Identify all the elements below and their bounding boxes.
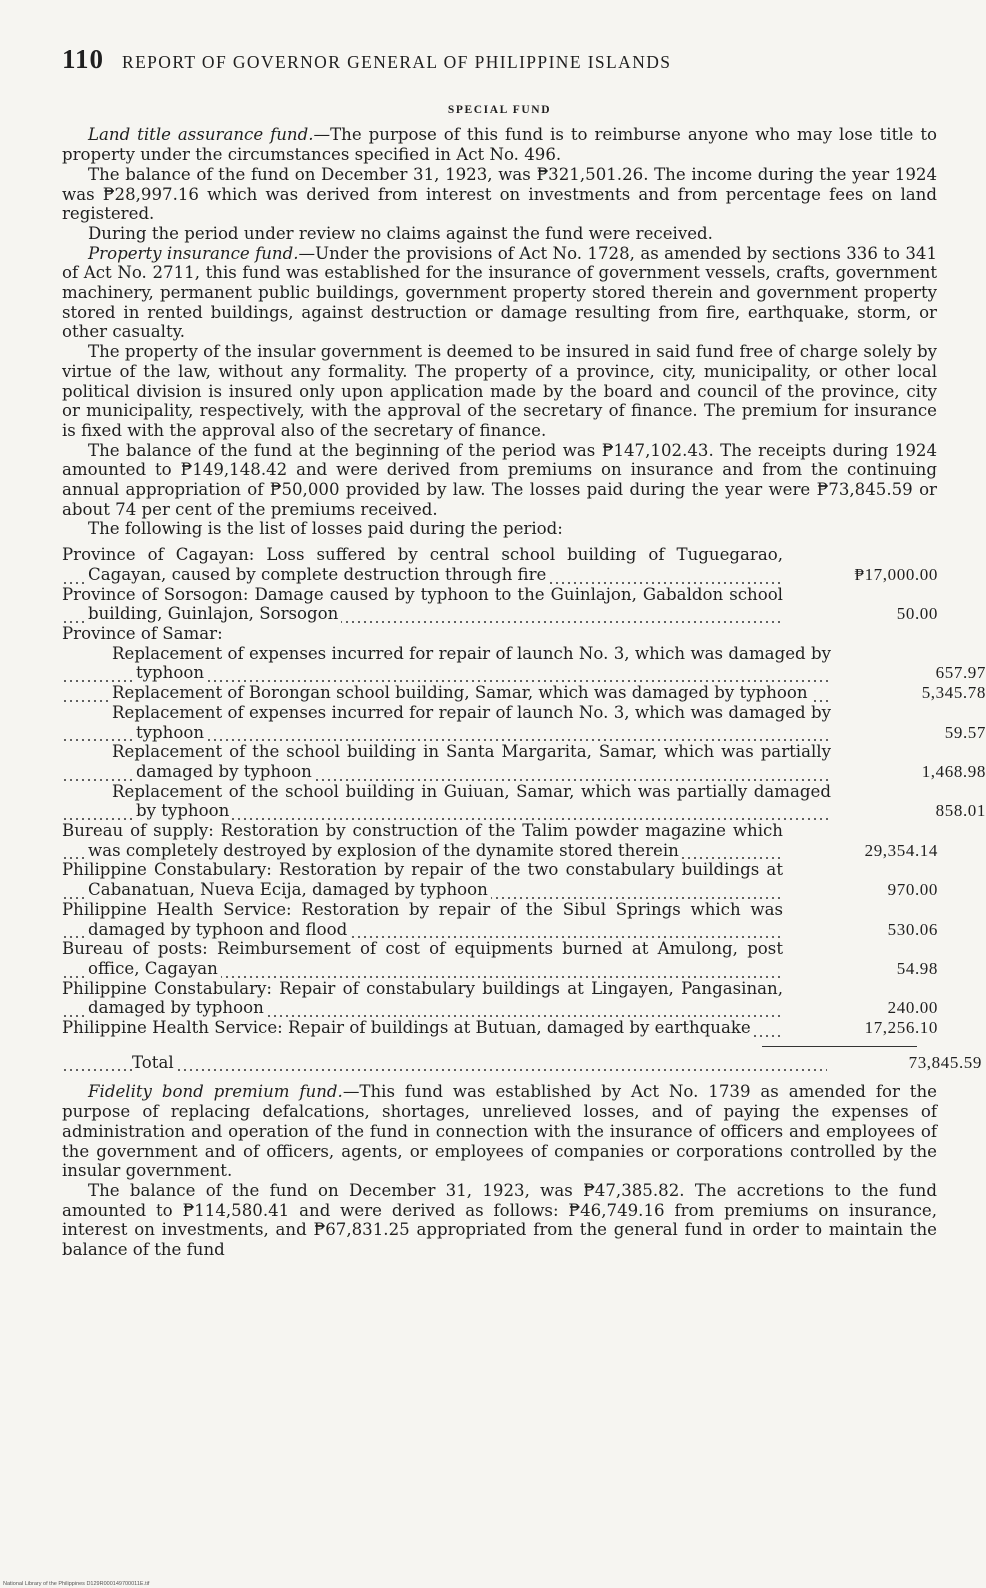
loss-row — [62, 979, 937, 1018]
loss-row — [62, 643, 986, 683]
loss-description: Province of Samar: — [62, 624, 226, 643]
loss-row — [62, 900, 937, 939]
loss-description: Province of Sorsogon: Damage caused by typhoon to the Guinlajon, Gabaldon school building, Guinlajon, Sorsogon — [62, 584, 783, 624]
land-title-balance-paragraph: The balance of the fund on December 31, 1923, was ₱321,501.26. The income during the year 1924 was ₱28,997.16 which was derived from interest on investments and from percentage fees on land registered. — [62, 164, 937, 224]
land-title-fund-name: Land title assurance fund. — [88, 125, 314, 145]
loss-amount: 657.97 — [935, 663, 986, 683]
loss-row — [62, 1018, 937, 1038]
loss-row — [62, 821, 937, 860]
section-title: SPECIAL FUND — [447, 103, 552, 116]
loss-amount: 530.06 — [887, 919, 938, 939]
property-insurance-balance-paragraph: The balance of the fund at the beginning of the period was ₱147,102.43. The receipts during 1924 amounted to ₱149,148.42 and were derived from premiums on insurance and from the continuing annual appropriation of ₱50,000 provided by law. The losses paid during the year were ₱73,845.59 or about 74 per cent of the premiums received. — [62, 440, 937, 519]
loss-description: Replacement of the school building in Santa Margarita, Samar, which was partially damaged by typhoon — [112, 742, 831, 781]
loss-description-cell — [62, 900, 783, 939]
total-rule — [762, 1046, 917, 1047]
fidelity-bond-paragraph — [62, 1082, 937, 1181]
loss-description: Bureau of posts: Reimbursement of cost of equipments burned at Amulong, post office, Cagayan — [62, 939, 783, 978]
total-label-cell — [62, 1053, 827, 1073]
loss-amount: 240.00 — [887, 998, 938, 1018]
running-head — [62, 44, 937, 74]
scan-footer-note: National Library of the Philippines D129R000149700011E.tif — [3, 1581, 150, 1587]
loss-amount: 29,354.14 — [864, 840, 938, 860]
loss-description: Philippine Health Service: Restoration by repair of the Sibul Springs which was damaged by typhoon and flood — [62, 899, 783, 939]
loss-amount: 5,345.78 — [921, 683, 986, 703]
page-number: 110 — [62, 44, 105, 74]
loss-description-cell — [62, 644, 831, 683]
loss-description-cell — [62, 585, 783, 624]
loss-description-cell — [62, 703, 831, 742]
loss-description-cell — [62, 860, 783, 899]
total-row — [62, 1052, 982, 1073]
land-title-paragraph — [62, 125, 937, 164]
loss-row — [62, 624, 937, 644]
loss-description-cell — [62, 939, 783, 978]
loss-row — [62, 860, 937, 899]
report-page — [62, 44, 986, 1260]
loss-amount: 54.98 — [896, 958, 938, 978]
loss-description: Philippine Health Service: Repair of buildings at Butuan, damaged by earthquake — [62, 1018, 754, 1037]
land-title-text: —The purpose of this fund is to reimburse anyone who may lose title to property under the circumstances specified in Act No. 496. — [62, 125, 937, 165]
loss-row — [62, 939, 937, 978]
loss-row — [62, 702, 986, 742]
loss-description: Philippine Constabulary: Restoration by repair of the two constabulary buildings at Cabanatuan, Nueva Ecija, damaged by typhoon — [62, 860, 783, 900]
loss-description: Philippine Constabulary: Repair of constabulary buildings at Lingayen, Pangasinan, damaged by typhoon — [62, 978, 783, 1018]
property-insurance-fund-name: Property insurance fund. — [88, 243, 299, 263]
loss-description-cell — [62, 1018, 783, 1038]
loss-description: Replacement of Borongan school building, Samar, which was damaged by typhoon — [112, 683, 811, 702]
loss-amount: 50.00 — [896, 604, 938, 624]
loss-row — [62, 683, 986, 703]
loss-description-cell — [62, 545, 783, 584]
loss-row — [62, 781, 986, 821]
running-title: REPORT OF GOVERNOR GENERAL OF PHILIPPINE ISLANDS — [122, 52, 672, 72]
loss-description: Replacement of the school building in Guiuan, Samar, which was partially damaged by typhoon — [112, 781, 831, 821]
loss-row — [62, 742, 986, 781]
loss-description-cell — [62, 979, 783, 1018]
land-title-claims-paragraph: During the period under review no claims against the fund were received. — [88, 223, 713, 243]
loss-description-cell — [62, 821, 783, 860]
loss-amount: 59.57 — [944, 722, 986, 742]
loss-description-cell — [62, 683, 831, 703]
loss-description-cell — [62, 624, 783, 644]
loss-description-cell — [62, 742, 831, 781]
loss-amount: 1,468.98 — [921, 761, 986, 781]
loss-amount: 17,256.10 — [864, 1018, 938, 1038]
loss-description: Bureau of supply: Restoration by construction of the Talim powder magazine which was completely destroyed by explosion of the dynamite stored therein — [62, 821, 783, 860]
fidelity-bond-balance-paragraph: The balance of the fund on December 31, 1923, was ₱47,385.82. The accretions to the fund amounted to ₱114,580.41 and were derived as follows: ₱46,749.16 from premiums on insurance, interest on investments, and ₱67,831.25 appropriated from the general fund in order to maintain the balance of the fund — [62, 1180, 937, 1260]
property-insurance-text: —Under the provisions of Act No. 1728, as amended by sections 336 to 341 of Act No. 2711, this fund was established for the insurance of government vessels, crafts, government machinery, permanent public buildings, government property stored therein and government property stored in rented buildings, against destruction or damage resulting from fire, earthquake, storm, or other casualty. — [62, 243, 938, 342]
loss-row — [62, 545, 937, 584]
fidelity-bond-fund-name: Fidelity bond premium fund. — [88, 1082, 343, 1102]
total-label: Total — [132, 1053, 177, 1072]
fidelity-bond-text: —This fund was established by Act No. 1739 as amended for the purpose of replacing defalcations, shortages, unrelieved losses, and of paying the expenses of administration and operation of the fund in connection with the insurance of officers and employees of the government and of officers, agents, or employees of companies or corporations controlled by the insular government. — [62, 1082, 937, 1181]
loss-amount: 970.00 — [887, 880, 938, 900]
loss-description: Replacement of expenses incurred for repair of launch No. 3, which was damaged by typhoon — [112, 643, 831, 683]
losses-intro-paragraph: The following is the list of losses paid during the period: — [88, 519, 563, 539]
property-insurance-coverage-paragraph: The property of the insular government is deemed to be insured in said fund free of charge solely by virtue of the law, without any formality. The property of a province, city, municipality, or other local political division is insured only upon application made by the board and council of the province, city or municipality, respectively, with the approval of the secretary of finance. The premium for insurance is fixed with the approval also of the secretary of finance. — [62, 342, 937, 440]
loss-description: Replacement of expenses incurred for repair of launch No. 3, which was damaged by typhoon — [112, 702, 831, 742]
losses-table — [62, 545, 986, 1038]
total-amount: 73,845.59 — [908, 1052, 982, 1072]
loss-row — [62, 585, 937, 624]
loss-description-cell — [62, 782, 831, 821]
loss-description: Province of Cagayan: Loss suffered by central school building of Tuguegarao, Cagayan, caused by complete destruction through fire — [62, 545, 783, 584]
loss-amount: 858.01 — [935, 801, 986, 821]
loss-amount: ₱17,000.00 — [854, 564, 938, 584]
property-insurance-paragraph — [62, 244, 937, 343]
